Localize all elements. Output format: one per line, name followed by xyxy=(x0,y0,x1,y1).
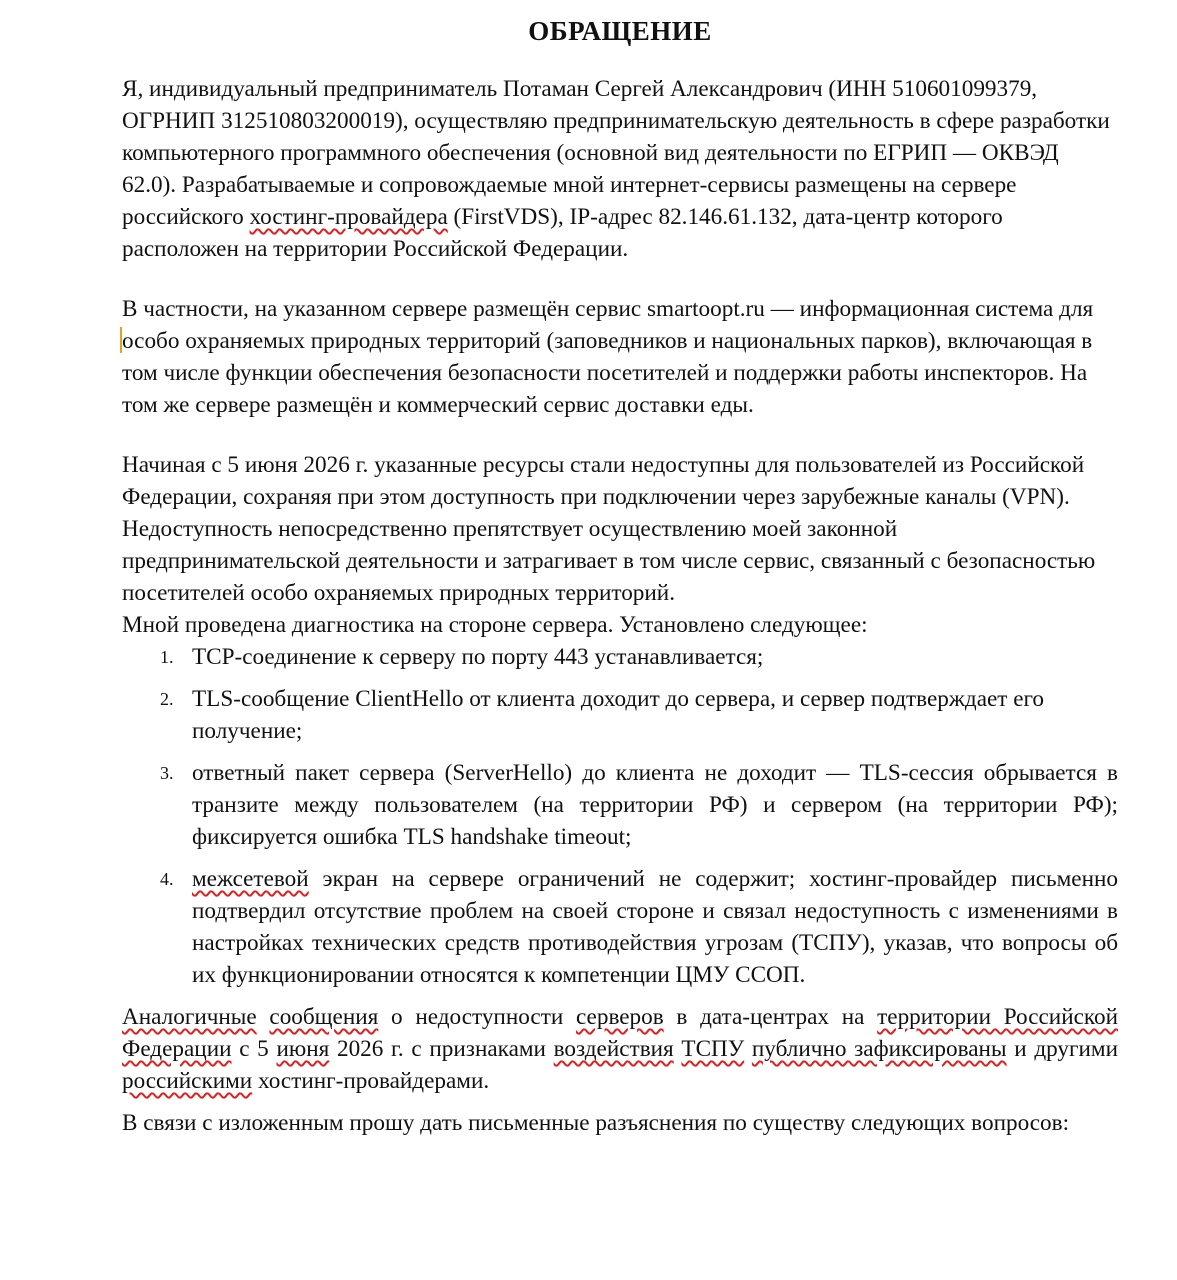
list-item-3 xyxy=(122,757,1118,853)
spellcheck-word[interactable]: серверов xyxy=(575,1004,664,1031)
list-item-text: TCP-соединение к серверу по порту 443 устанавливается; xyxy=(192,644,764,671)
text-fragment: о недоступности xyxy=(378,1004,576,1031)
text-fragment: 2026 г. с признаками xyxy=(329,1036,554,1063)
spellcheck-word[interactable]: воздействия xyxy=(553,1036,674,1063)
text-cursor xyxy=(120,327,122,353)
paragraph-intro-text-2: (FirstVDS), IP-адрес 82.146.61.132, дата-центр которого расположен на территории Российской Федерации. xyxy=(122,204,1003,263)
spellcheck-word[interactable]: российскими xyxy=(122,1068,253,1095)
diagnostics-list xyxy=(122,641,1118,991)
text-fragment xyxy=(744,1036,752,1062)
list-item-text: TLS-сообщение ClientHello от клиента доходит до сервера, и сервер подтверждает его получение; xyxy=(192,686,1045,745)
spellcheck-word[interactable]: сообщения xyxy=(269,1004,379,1031)
paragraph-services-text: В частности, на указанном сервере размещён сервис smartoopt.ru — информационная система для особо охраняемых природных территорий (заповедников и национальных парков), включающая в том числе функции обеспечения безопасности посетителей и поддержки работы инспекторов. На том же сервере размещён и коммерческий сервис доставки еды. xyxy=(122,296,1094,419)
paragraph-intro-text-1: Я, индивидуальный предприниматель Потаман Сергей Александрович (ИНН 510601099379, ОГРНИП 312510803200019), осуществляю предпринимательскую деятельность в сфере разработки компьютерного программного обеспечения (основной вид деятельности по ЕГРИП — ОКВЭД 62.0). Разрабатываемые и сопровождаемые мной интернет-сервисы размещены на сервере российского xyxy=(122,76,1110,231)
text-fragment xyxy=(257,1004,270,1030)
spellcheck-word[interactable]: публично зафиксированы xyxy=(751,1036,1007,1063)
spellcheck-word[interactable]: Аналогичные xyxy=(122,1004,257,1031)
paragraph-similar-reports xyxy=(122,1001,1118,1097)
list-item-4 xyxy=(122,863,1118,991)
spellcheck-word[interactable]: территории Российской Федерации xyxy=(122,1004,1118,1063)
list-item-1 xyxy=(122,641,1118,673)
text-fragment: хостинг-провайдерами. xyxy=(252,1068,490,1095)
list-item-2 xyxy=(122,683,1118,747)
text-fragment: с 5 xyxy=(231,1036,277,1063)
paragraph-services[interactable] xyxy=(122,293,1118,421)
spellcheck-word[interactable]: хостинг-провайдера xyxy=(249,204,448,231)
spellcheck-word[interactable]: июня xyxy=(276,1036,330,1063)
spellcheck-word[interactable]: межсетевой xyxy=(192,866,309,893)
spellcheck-word[interactable]: ТСПУ xyxy=(681,1036,745,1063)
paragraph-diagnostics: Мной проведена диагностика на стороне сервера. Установлено следующее: xyxy=(122,612,868,639)
paragraph-intro xyxy=(122,73,1118,265)
list-item-text: ответный пакет сервера (ServerHello) до клиента не доходит — TLS-сессия обрывается в транзите между пользователем (на территории РФ) и сервером (на территории РФ); фиксируется ошибка TLS handshake timeout; xyxy=(192,760,1118,851)
document-page xyxy=(122,14,1118,1139)
list-number: 2. xyxy=(160,689,174,710)
list-number: 4. xyxy=(160,869,174,890)
text-fragment: в дата-центрах на xyxy=(663,1004,878,1031)
paragraph-request: В связи с изложенным прошу дать письменные разъяснения по существу следующих вопросов: xyxy=(122,1110,1070,1137)
paragraph-unavailability: Начиная с 5 июня 2026 г. указанные ресурсы стали недоступны для пользователей из Российской Федерации, сохраняя при этом доступность при подключении через зарубежные каналы (VPN). Недоступность непосредственно препятствует осуществлению моей законной предпринимательской деятельности и затрагивает в том числе сервис, связанный с безопасностью посетителей особо охраняемых природных территорий. xyxy=(122,452,1096,607)
text-fragment: и другими xyxy=(1006,1036,1118,1063)
list-item-text: экран на сервере ограничений не содержит; хостинг-провайдер письменно подтвердил отсутствие проблем на своей стороне и связал недоступность с изменениями в настройках технических средств противодействия угрозам (ТСПУ), указав, что вопросы об их функционировании относятся к компетенции ЦМУ ССОП. xyxy=(192,866,1118,989)
list-number: 3. xyxy=(160,763,174,784)
list-number: 1. xyxy=(160,647,174,668)
document-title: ОБРАЩЕНИЕ xyxy=(528,16,712,46)
